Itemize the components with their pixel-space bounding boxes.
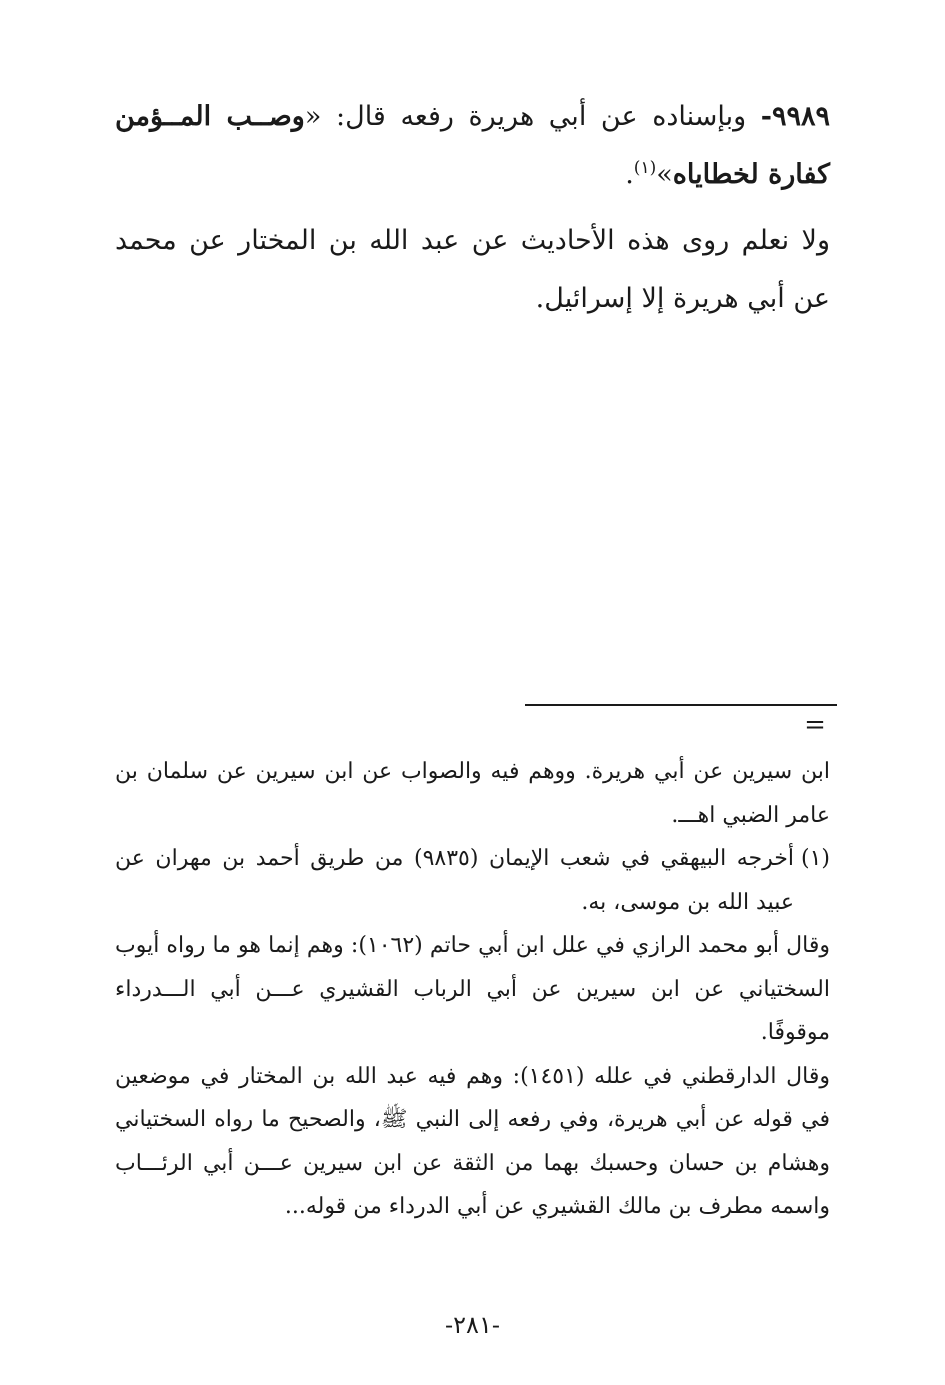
footnote-separator (525, 704, 837, 706)
main-text (115, 88, 830, 328)
footnote-number: (١) (800, 846, 830, 871)
page-number: -٢٨١- (445, 1311, 500, 1339)
hadith-paragraph (115, 88, 830, 204)
hadith-end: . (625, 159, 634, 190)
footnote-1-paragraph-3: وقال الدارقطني في علله (١٤٥١): وهم فيه عبد الله بن المختار في موضعين في قوله عن أبي هريرة، وفي رفعه إلى النبي ﷺ، والصحيح ما رواه السختياني وهشام بن حسان وحسبك بهما من الثقة عن ابن سيرين عـــن أبي الرئـــاب واسمه مطرف بن مالك القشيري عن أبي الدرداء من قوله... (115, 1063, 830, 1219)
continuation-mark: = (804, 710, 826, 740)
footnote-1-text: أخرجه البيهقي في شعب الإيمان (٩٨٣٥) من طريق أحمد بن مهران عن عبيد الله بن موسى، به. (115, 846, 794, 915)
footnote-ref: (١) (633, 158, 657, 178)
footnotes (115, 750, 830, 1229)
footnote-1-paragraph-2: وقال أبو محمد الرازي في علل ابن أبي حاتم (١٠٦٢): وهم إنما هو ما رواه أيوب السختياني عن ابن سيرين عن أبي الرباب القشيري عـــن أبي الـــدرداء موقوفًا. (115, 933, 830, 1045)
hadith-intro: وبإسناده عن أبي هريرة رفعه قال: « (304, 101, 747, 132)
comment-paragraph: ولا نعلم روى هذه الأحاديث عن عبد الله بن المختار عن محمد عن أبي هريرة إلا إسرائيل. (115, 225, 830, 314)
hadith-number: ٩٩٨٩- (760, 101, 830, 132)
footnote-1 (115, 837, 830, 924)
footnote-continuation: ابن سيرين عن أبي هريرة. ووهم فيه والصواب عن ابن سيرين عن سلمان بن عامر الضبي اهـــ. (115, 759, 830, 828)
hadith-quote: وصــب المــؤمن كفارة لخطاياه (115, 101, 830, 190)
hadith-quote-close: » (656, 159, 673, 190)
